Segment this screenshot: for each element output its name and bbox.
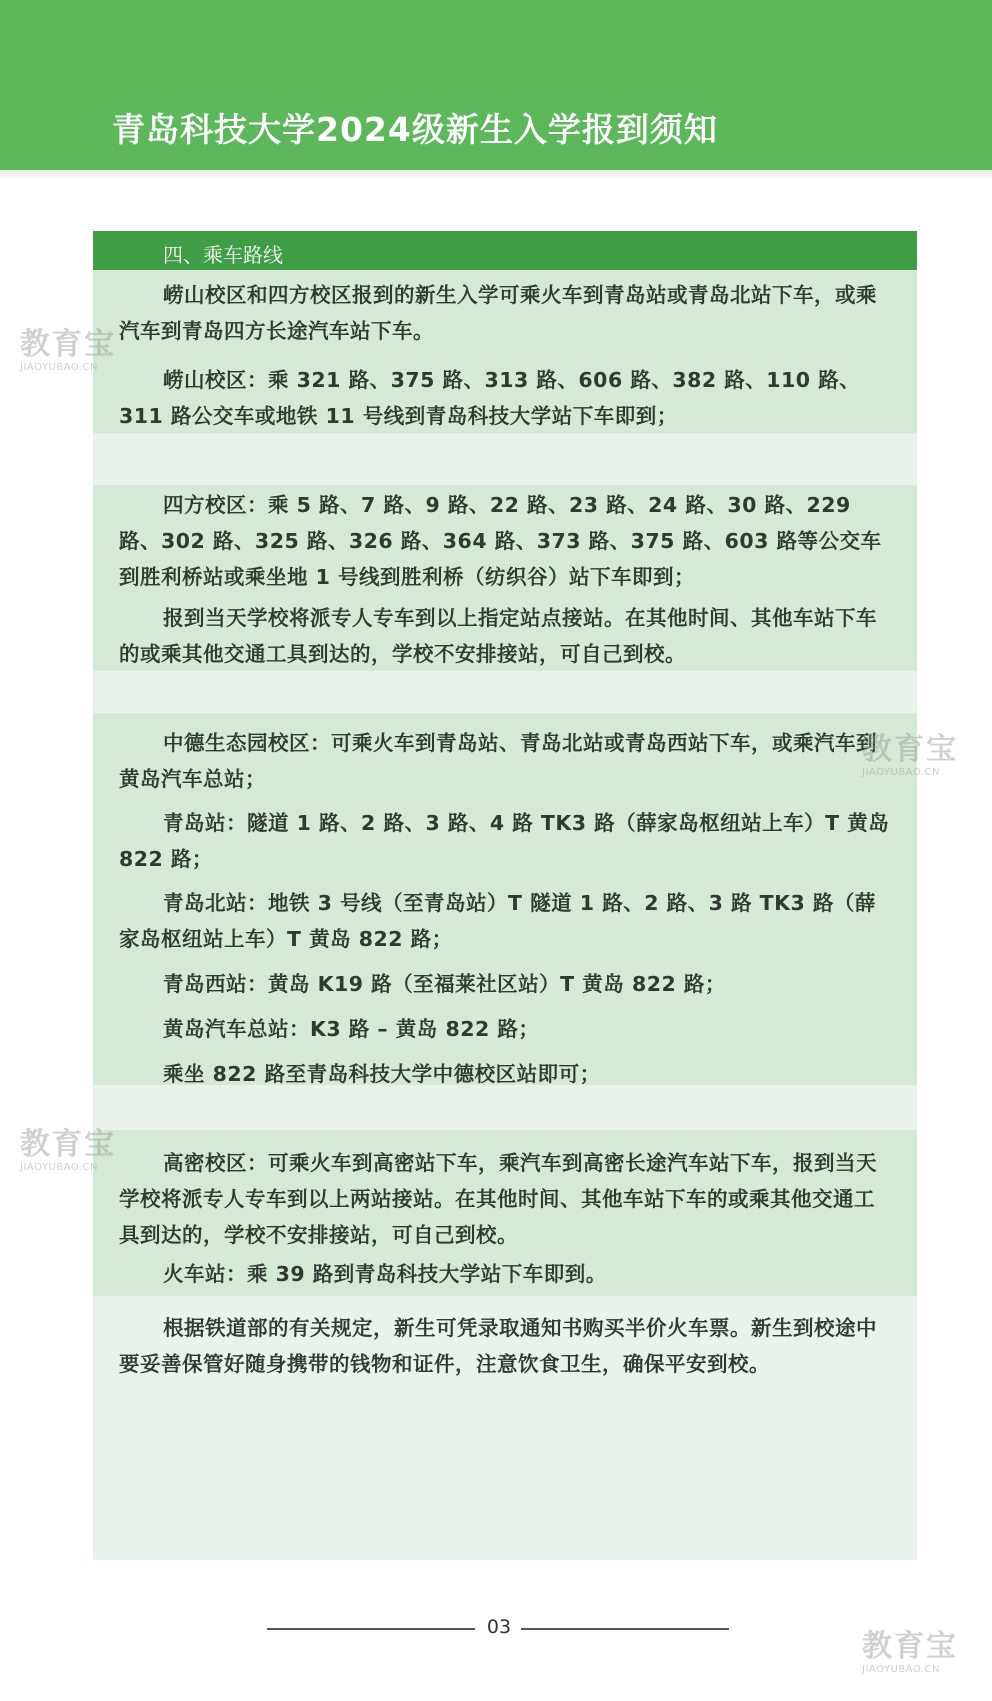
watermark-logo: 教育宝 bbox=[20, 327, 116, 362]
watermark-url: JIAOYUBAO.CN bbox=[20, 1162, 98, 1173]
footer-line-left bbox=[267, 1628, 475, 1630]
header-shadow bbox=[0, 170, 992, 180]
watermark-logo: 教育宝 bbox=[862, 732, 958, 767]
paragraph-pickup-notice: 报到当天学校将派专人专车到以上指定站点接站。在其他时间、其他车站下车的或乘其他交通工具到达的，学校不安排接站，可自己到校。 bbox=[119, 606, 877, 666]
paragraph-laoshan-campus: 崂山校区：乘 321 路、375 路、313 路、606 路、382 路、110 路、311 路公交车或地铁 11 号线到青岛科技大学站下车即到； bbox=[119, 368, 861, 428]
footer-line-right bbox=[521, 1628, 729, 1630]
watermark bbox=[862, 732, 958, 778]
watermark bbox=[20, 327, 116, 373]
page-title: 青岛科技大学2024级新生入学报到须知 bbox=[112, 110, 718, 149]
page-number: 03 bbox=[486, 1616, 512, 1638]
paragraph-qingdao-north-station: 青岛北站：地铁 3 号线（至青岛站）T 隧道 1 路、2 路、3 路 TK3 路（薛家岛枢纽站上车）T 黄岛 822 路； bbox=[119, 891, 876, 951]
watermark bbox=[20, 1127, 116, 1173]
watermark-url: JIAOYUBAO.CN bbox=[20, 362, 98, 373]
paragraph-qingdao-west-station: 青岛西站：黄岛 K19 路（至福莱社区站）T 黄岛 822 路； bbox=[163, 972, 726, 996]
paragraph-bus-822: 乘坐 822 路至青岛科技大学中德校区站即可； bbox=[163, 1062, 601, 1086]
paragraph-train-ticket: 根据铁道部的有关规定，新生可凭录取通知书购买半价火车票。新生到校途中要妥善保管好随身携带的钱物和证件，注意饮食卫生，确保平安到校。 bbox=[119, 1316, 877, 1376]
watermark-logo: 教育宝 bbox=[20, 1127, 116, 1162]
watermark-url: JIAOYUBAO.CN bbox=[862, 1664, 940, 1675]
paragraph-zhongde-campus: 中德生态园校区：可乘火车到青岛站、青岛北站或青岛西站下车，或乘汽车到黄岛汽车总站； bbox=[119, 731, 877, 791]
watermark-url: JIAOYUBAO.CN bbox=[862, 767, 940, 778]
paragraph-sifang-campus: 四方校区：乘 5 路、7 路、9 路、22 路、23 路、24 路、30 路、229 路、302 路、325 路、326 路、364 路、373 路、375 路、603 路等公交车到胜利桥站或乘坐地 1 号线到胜利桥（纺织谷）站下车即到； bbox=[119, 493, 882, 589]
paragraph-gaomi-campus: 高密校区：可乘火车到高密站下车，乘汽车到高密长途汽车站下车，报到当天学校将派专人专车到以上两站接站。在其他时间、其他车站下车的或乘其他交通工具到达的，学校不安排接站，可自己到校。 bbox=[119, 1151, 877, 1247]
watermark bbox=[862, 1629, 958, 1675]
paragraph-gaomi-train-station: 火车站：乘 39 路到青岛科技大学站下车即到。 bbox=[163, 1262, 607, 1286]
section-heading: 四、乘车路线 bbox=[163, 243, 283, 267]
watermark-logo: 教育宝 bbox=[862, 1629, 958, 1664]
paragraph-qingdao-station: 青岛站：隧道 1 路、2 路、3 路、4 路 TK3 路（薛家岛枢纽站上车）T 黄岛 822 路； bbox=[119, 811, 890, 871]
paragraph-intro: 崂山校区和四方校区报到的新生入学可乘火车到青岛站或青岛北站下车，或乘汽车到青岛四方长途汽车站下车。 bbox=[119, 283, 877, 343]
paragraph-huangdao-bus-station: 黄岛汽车总站：K3 路 – 黄岛 822 路； bbox=[163, 1017, 540, 1041]
